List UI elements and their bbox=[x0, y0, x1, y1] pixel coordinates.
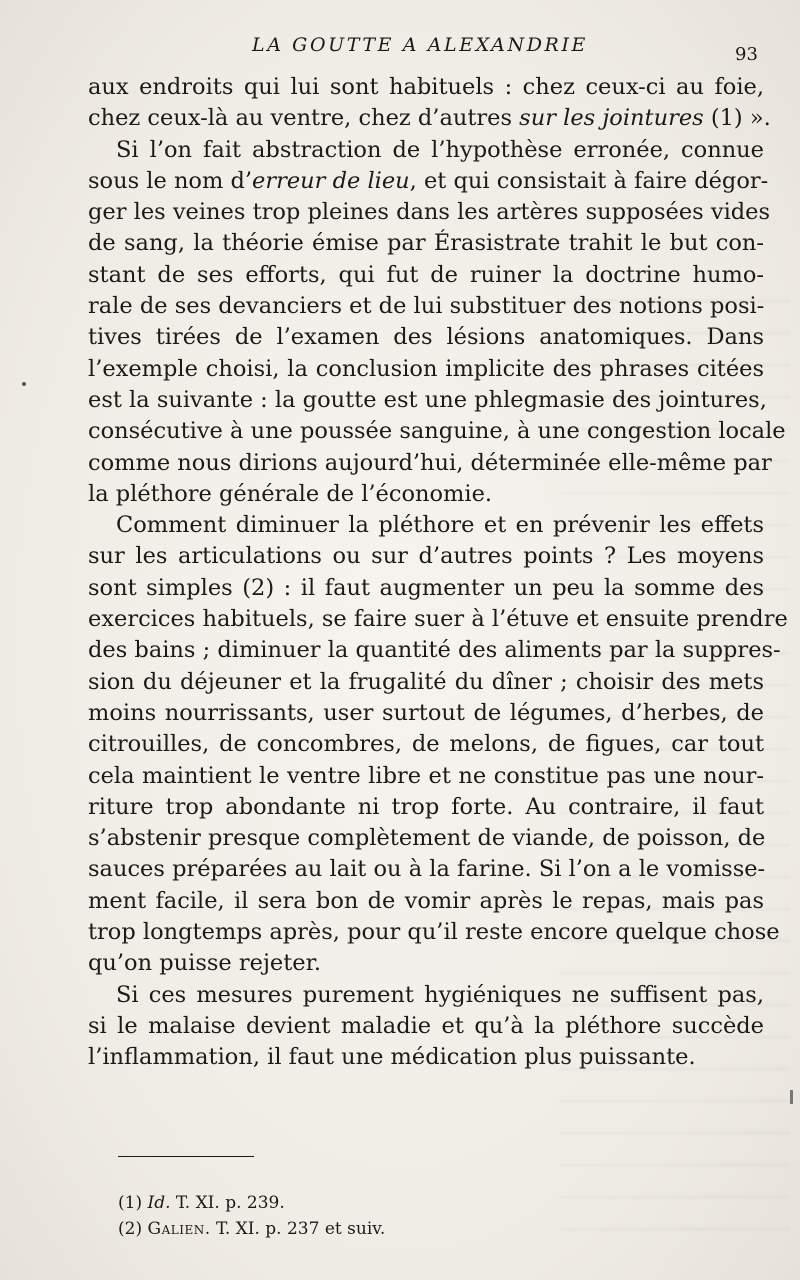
footnote-text: T. XI. p. 239. bbox=[170, 1193, 285, 1213]
text-line-paragraph-start: Si ces mesures purement hygiéniques ne suffisent pas, bbox=[116, 981, 764, 1008]
text-line: ment facile, il sera bon de vomir après le repas, mais pas bbox=[88, 887, 764, 914]
footnote-1 bbox=[118, 1190, 538, 1216]
margin-mark bbox=[790, 1090, 793, 1104]
text-line: rale de ses devanciers et de lui substituer des notions posi- bbox=[88, 293, 765, 320]
text-line: des bains ; diminuer la quantité des aliments par la suppres- bbox=[88, 637, 781, 664]
footnote-separator-rule bbox=[118, 1156, 254, 1157]
text-line: consécutive à une poussée sanguine, à une congestion locale bbox=[88, 418, 786, 445]
text-line: sous le nom d’erreur de lieu, et qui consistait à faire dégor- bbox=[88, 167, 769, 194]
text-line: sion du déjeuner et la frugalité du dîner ; choisir des mets bbox=[88, 668, 764, 695]
footnote-source: Id. bbox=[147, 1193, 171, 1213]
text-line: l’exemple choisi, la conclusion implicite des phrases citées bbox=[88, 355, 764, 382]
text-line-paragraph-end: l’inflammation, il faut une médication plus puissante. bbox=[88, 1044, 696, 1071]
text-line-paragraph-end: qu’on puisse rejeter. bbox=[88, 950, 322, 977]
running-title: LA GOUTTE A ALEXANDRIE bbox=[252, 34, 589, 56]
text-line: comme nous dirions aujourd’hui, déterminée elle-même par bbox=[88, 449, 772, 476]
text-line-paragraph-start: Comment diminuer la pléthore et en prévenir les effets bbox=[116, 512, 764, 539]
text-line: riture trop abondante ni trop forte. Au contraire, il faut bbox=[88, 793, 764, 820]
footnotes bbox=[118, 1190, 538, 1242]
text-line: s’abstenir presque complètement de viande, de poisson, de bbox=[88, 825, 766, 852]
page-header bbox=[0, 30, 800, 64]
text-line: est la suivante : la goutte est une phlegmasie des jointures, bbox=[88, 386, 767, 413]
italic-phrase: sur les jointures bbox=[519, 105, 704, 132]
footnote-2 bbox=[118, 1216, 538, 1242]
text-line-paragraph-end: la pléthore générale de l’économie. bbox=[88, 480, 493, 507]
footnote-marker: (2) bbox=[118, 1219, 143, 1239]
page-number: 93 bbox=[735, 44, 758, 65]
text-line: si le malaise devient maladie et qu’à la pléthore succède bbox=[88, 1012, 764, 1039]
italic-phrase: erreur de lieu bbox=[252, 167, 410, 194]
text-line: de sang, la théorie émise par Érasistrate trahit le but con- bbox=[88, 230, 764, 257]
text-line: moins nourrissants, user surtout de légumes, d’herbes, de bbox=[88, 699, 764, 726]
text-line: cela maintient le ventre libre et ne constitue pas une nour- bbox=[88, 762, 764, 789]
margin-speck bbox=[22, 382, 26, 386]
body-text bbox=[88, 72, 788, 1074]
text-line: exercices habituels, se faire suer à l’étuve et ensuite prendre bbox=[88, 606, 788, 633]
text-line: citrouilles, de concombres, de melons, de figues, car tout bbox=[88, 731, 764, 758]
footnote-text: T. XI. p. 237 et suiv. bbox=[210, 1219, 386, 1239]
text-line: sur les articulations ou sur d’autres points ? Les moyens bbox=[88, 543, 764, 570]
footnote-marker: (1) bbox=[118, 1193, 143, 1213]
footnote-source: Galien. bbox=[147, 1219, 211, 1239]
text-line: tives tirées de l’examen des lésions anatomiques. Dans bbox=[88, 324, 764, 351]
text-line-paragraph-start: Si l’on fait abstraction de l’hypothèse erronée, connue bbox=[116, 136, 764, 163]
text-line: chez ceux-là au ventre, chez d’autres sur les jointures (1) ». bbox=[88, 105, 771, 132]
text-line: trop longtemps après, pour qu’il reste encore quelque chose bbox=[88, 919, 780, 946]
text-line: aux endroits qui lui sont habituels : chez ceux-ci au foie, bbox=[88, 74, 764, 100]
text-line: stant de ses efforts, qui fut de ruiner la doctrine humo- bbox=[88, 261, 764, 288]
text-line: sauces préparées au lait ou à la farine. Si l’on a le vomisse- bbox=[88, 856, 766, 883]
text-line: ger les veines trop pleines dans les artères supposées vides bbox=[88, 199, 771, 226]
text-line: sont simples (2) : il faut augmenter un peu la somme des bbox=[88, 574, 764, 601]
